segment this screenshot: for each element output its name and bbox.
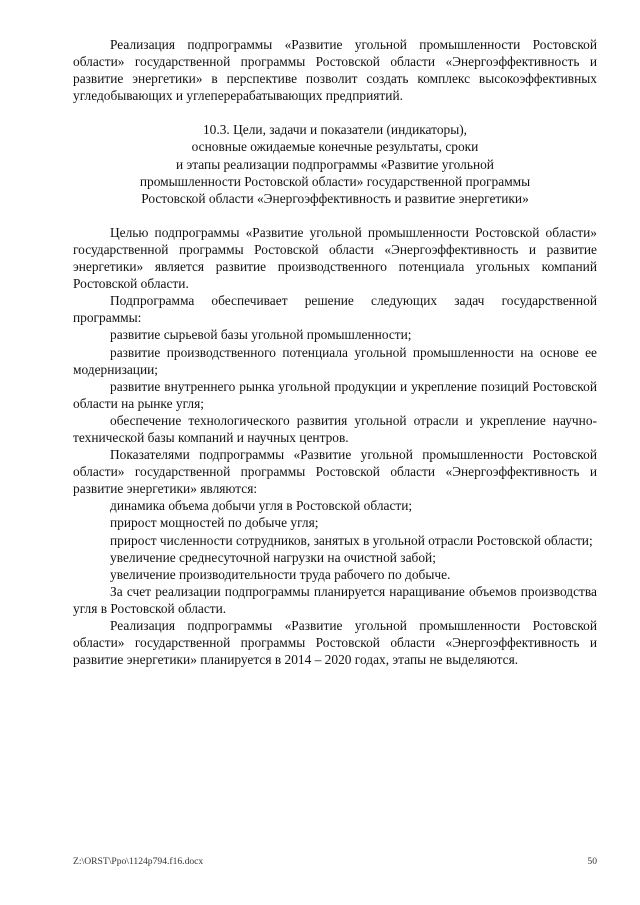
- footer-file-path: Z:\ORST\Ppo\1124p794.f16.docx: [73, 856, 204, 867]
- indicator-item: увеличение среднесуточной нагрузки на очистной забой;: [110, 549, 436, 565]
- section-heading-line: промышленности Ростовской области» государственной программы: [139, 173, 531, 189]
- intro-paragraph: Реализация подпрограммы «Развитие угольной промышленности Ростовской области» государственной программы Ростовской области «Энергоэффективность и развитие энергетики» в перспективе позволит создать комплекс высокоэффективных угледобывающих и углеперерабатывающих предприятий.: [73, 37, 597, 104]
- section-heading-line: Ростовской области «Энергоэффективность и развитие энергетики»: [141, 190, 529, 206]
- section-heading-line: 10.3. Цели, задачи и показатели (индикаторы),: [202, 122, 468, 138]
- section-heading: [73, 121, 597, 206]
- result-paragraph: За счет реализации подпрограммы планируется наращивание объемов производства угля в Ростовской области.: [73, 583, 597, 616]
- indicator-item: увеличение производительности труда рабочего по добыче.: [110, 566, 451, 582]
- task-item: обеспечение технологического развития угольной отрасли и укрепление научно-технической базы компаний и научных центров.: [73, 412, 597, 445]
- task-item: развитие сырьевой базы угольной промышленности;: [110, 327, 412, 343]
- page-number: 50: [587, 856, 597, 867]
- section-heading-line: основные ожидаемые конечные результаты, сроки: [191, 139, 479, 155]
- timeline-paragraph: Реализация подпрограммы «Развитие угольной промышленности Ростовской области» государственной программы Ростовской области «Энергоэффективность и развитие энергетики» планируется в 2014 – 2020 годах, этапы не выделяются.: [73, 618, 597, 668]
- document-body: [73, 36, 597, 668]
- indicator-item: динамика объема добычи угля в Ростовской области;: [110, 498, 413, 514]
- tasks-intro-paragraph: Подпрограмма обеспечивает решение следующих задач государственной программы:: [73, 293, 597, 326]
- indicator-item: прирост численности сотрудников, занятых в угольной отрасли Ростовской области;: [110, 532, 593, 548]
- indicators-intro-paragraph: Показателями подпрограммы «Развитие угольной промышленности Ростовской области» государственной программы Ростовской области «Энергоэффективность и развитие энергетики» являются:: [73, 447, 597, 497]
- goal-paragraph: Целью подпрограммы «Развитие угольной промышленности Ростовской области» государственной программы Ростовской области «Энергоэффективность и развитие энергетики» является развитие производственного потенциала угольных компаний Ростовской области.: [73, 224, 597, 292]
- indicator-item: прирост мощностей по добыче угля;: [110, 515, 319, 531]
- task-item: развитие внутреннего рынка угольной продукции и укрепление позиций Ростовской области на рынке угля;: [73, 378, 597, 411]
- section-heading-line: и этапы реализации подпрограммы «Развитие угольной: [176, 156, 494, 172]
- task-item: развитие производственного потенциала угольной промышленности на основе ее модернизации;: [73, 344, 597, 377]
